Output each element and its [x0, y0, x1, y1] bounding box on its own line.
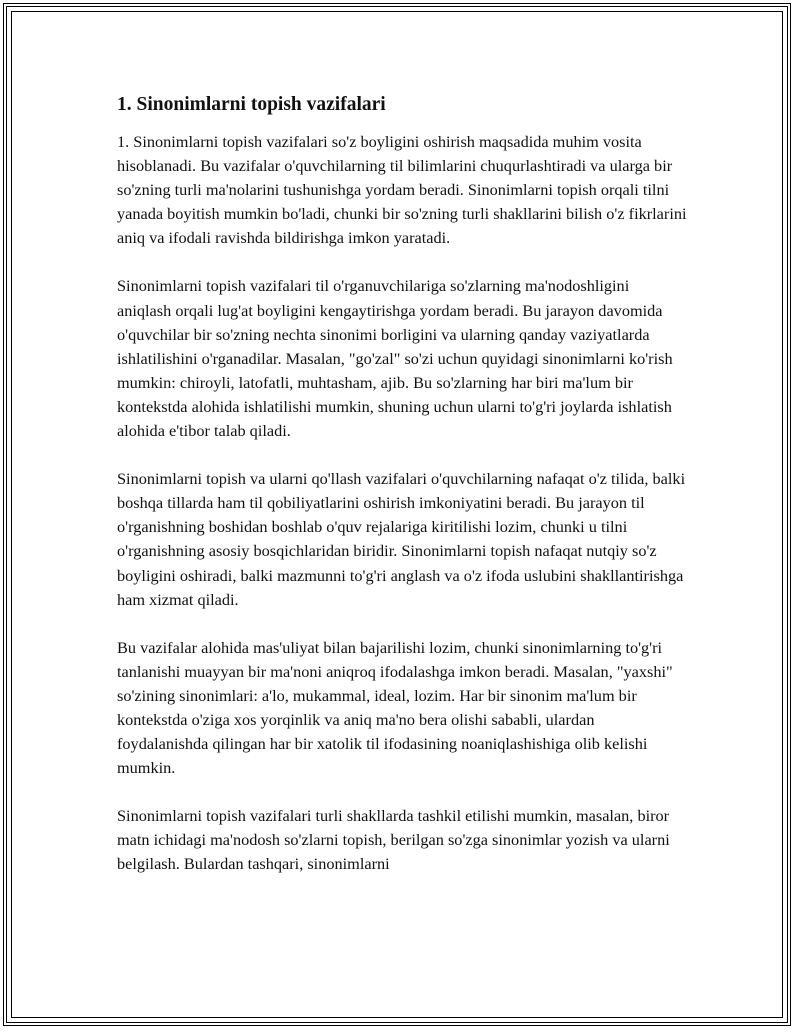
- document-body: [117, 92, 687, 901]
- paragraph-2: Sinonimlarni topish vazifalari til o'rganuvchilariga so'zlarning ma'nodoshligini aniqlash orqali lug'at boyligini kengaytirishga yordam beradi. Bu jarayon davomida o'quvchilar bir so'zning nechta sinonimi borligini va ularning qanday vaziyatlarda ishlatilishini o'rganadilar. Masalan, "go'zal" so'zi uchun quyidagi sinonimlarni ko'rish mumkin: chiroyli, latofatli, muhtasham, ajib. Bu so'zlarning har biri ma'lum bir kontekstda alohida ishlatilishi mumkin, shuning uchun ularni to'g'ri joylarda ishlatish alohida e'tibor talab qiladi.: [117, 276, 673, 441]
- paragraph-1: 1. Sinonimlarni topish vazifalari so'z boyligini oshirish maqsadida muhim vosita hisoblanadi. Bu vazifalar o'quvchilarning til bilimlarini chuqurlashtiradi va ularga bir so'zning turli ma'nolarini tushunishga yordam beradi. Sinonimlarni topish orqali tilni yanada boyitish mumkin bo'ladi, chunki bir so'zning turli shakllarini bilish o'z fikrlarini aniq va ifodali ravishda bildirishga imkon yaratadi.: [117, 132, 687, 248]
- paragraph-4: Bu vazifalar alohida mas'uliyat bilan bajarilishi lozim, chunki sinonimlarning to'g'ri tanlanishi muayyan bir ma'noni aniqroq ifodalashga imkon beradi. Masalan, "yaxshi" so'zining sinonimlari: a'lo, mukammal, ideal, lozim. Har bir sinonim ma'lum bir kontekstda o'ziga xos yorqinlik va aniq ma'no bera olishi sababli, ulardan foydalanishda qilingan har bir xatolik til ifodasining noaniqlashishiga olib kelishi mumkin.: [117, 637, 673, 778]
- paragraph-5: Sinonimlarni topish vazifalari turli shakllarda tashkil etilishi mumkin, masalan, biror matn ichidagi ma'nodosh so'zlarni topish, berilgan so'zga sinonimlar yozish va ularni belgilash. Bulardan tashqari, sinonimlarni: [117, 806, 670, 874]
- section-heading: 1. Sinonimlarni topish vazifalari: [117, 94, 386, 115]
- paragraph-3: Sinonimlarni topish va ularni qo'llash vazifalari o'quvchilarning nafaqat o'z tilida, balki boshqa tillarda ham til qobiliyatlarini oshirish imkoniyatini beradi. Bu jarayon til o'rganishning boshidan boshlab o'quv rejalariga kiritilishi lozim, chunki u tilni o'rganishning asosiy bosqichlaridan biridir. Sinonimlarni topish nafaqat nutqiy so'z boyligini oshiradi, balki mazmunni to'g'ri anglash va o'z ifoda uslubini shakllantirishga ham xizmat qiladi.: [117, 469, 686, 609]
